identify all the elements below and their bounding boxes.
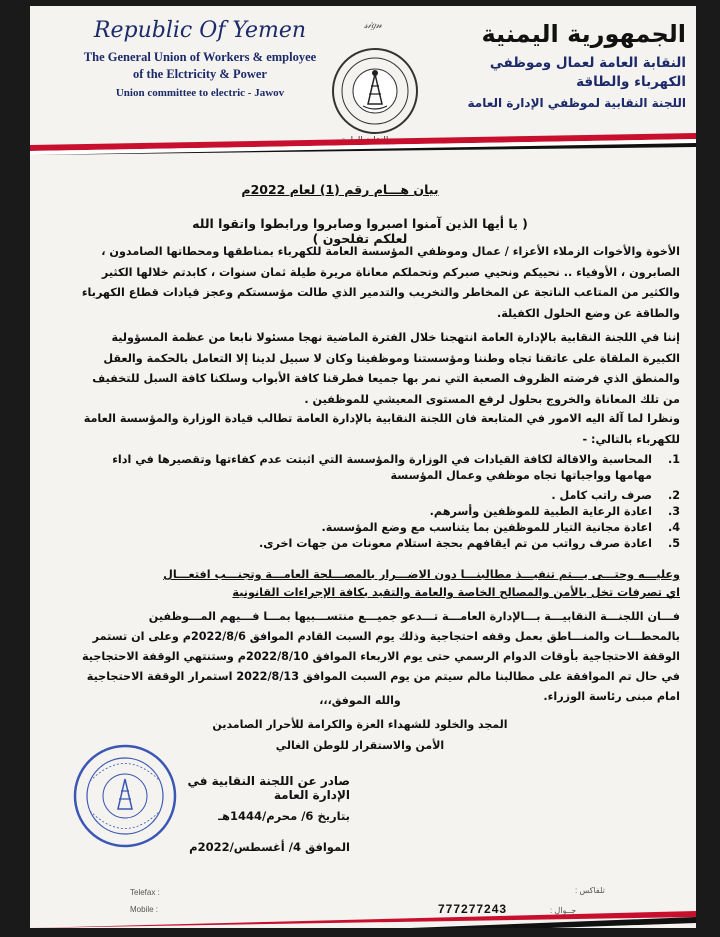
paragraph-2: إننا في اللجنة النقابية بالإدارة العامة انتهجنا خلال الفترة الماضية نهجا مسئولا نابعا من عظمة المسؤولية الكبيرة الملقاة على عاتقنا تجاه وطننا ومؤسستنا وموظفينا وكان لا سبيل لدينا إلا التعامل بالحكمة والعقل والمنطق الذي فرضته الظروف الصعبة التي نمر بها جميعا فطرقنا كافة الأبواب وسلكنا كافة السبل للتخفيف من تلك المعاناة والخروج بحلول لرفع المستوى المعيشي للموظفين . <box>92 331 680 406</box>
header-arabic <box>456 12 686 110</box>
header-english <box>60 12 340 99</box>
demand-number: 1. <box>667 453 680 466</box>
closing-line-1: والله الموفق،،، <box>319 694 401 707</box>
header-ar-committee: اللجنة النقابية لموظفي الإدارة العامة <box>467 96 686 110</box>
warning-line-1: وعليـــه وحتـــى يـــتم تنفيـــذ مطالبنـــا دون الاضـــرار بالمصـــلحة العامـــة وتجنـــب افتعـــال <box>163 568 680 581</box>
demand-item <box>80 504 680 520</box>
header-ar-union-line1: النقابة العامة لعمال وموظفي <box>489 55 686 71</box>
demand-text: اعادة مجانية التيار للموظفين بما يتناسب مع وضع المؤسسة. <box>321 521 652 534</box>
header-en-union-line2: of the Elctricity & Power <box>133 67 267 81</box>
demand-text: اعادة الرعاية الطبية للموظفين وأسرهم. <box>429 505 652 518</box>
demand-item <box>80 452 680 484</box>
telefax-label-en: Telefax : <box>130 888 160 897</box>
header-en-title: Republic Of Yemen <box>93 18 307 43</box>
closing-line-2: المجد والخلود للشهداء العزة والكرامة للأحرار الصامدين <box>212 718 508 731</box>
demands-list <box>80 452 680 552</box>
call-paragraph: فـــان اللجنـــة النقابيـــة بـــالإدارة العامـــة تـــدعو جميـــع منتســـبيها بمـــا فـــيهم المـــوظفين بالمحطـــات والمنـــاطق بعمل وقفه احتجاجية وذلك يوم السبت القادم الموافق 2022/8/6م وعلى ان تستمر الوقفة الاحتجاجية بأوقات الدوام الرسمي حتى يوم الاربعاء الموافق 2022/8/10م وستنتهي الوقفة الاحتجاجية في حال تم الموافقة على مطالبنا مالم سيتم من يوم السبت الموافق 2022/8/13 استمرار الوقفة الاحتجاجية امام مبنى رئاسة الوزراء. <box>82 610 680 703</box>
mobile-label-ar: جــوال : <box>550 906 577 915</box>
header-ar-union-line2: الكهرباء والطاقة <box>576 74 686 90</box>
union-seal-logo <box>330 46 420 136</box>
header-en-committee: Union committee to electric - Jawov <box>115 87 285 99</box>
demand-item <box>80 520 680 536</box>
closing-line-3: الأمن والاستقرار للوطن الغالي <box>275 739 445 752</box>
header-ar-title: الجمهورية اليمنية <box>481 20 686 48</box>
paragraph-1: الأخوة والأخوات الزملاء الأعزاء / عمال وموظفي المؤسسة العامة للكهرباء بمناطقها ومحطاتها الصامدون ، الصابرون ، الأوفياء .. نحييكم ونحيي صبركم وتحملكم معاناة مريرة طيلة ثمان سنوات ، كابدتم خلالها الكثير والكثير من المتاعب الناتجة عن المخاطر والتخريب والتدمير الذي طالت مؤسستكم وعجز قيادات قطاع الكهرباء والطاقة عن وضع الحلول الكفيلة. <box>81 245 680 320</box>
flag-stripe <box>30 131 696 155</box>
demand-number: 3. <box>667 505 680 518</box>
header-ar-union <box>456 54 686 92</box>
warning-line-2: اي تصرفات تخل بالأمن والمصالح الخاصة والعامة والتقيد بكافة الإجراءات القانونية <box>232 586 680 599</box>
demand-number: 4. <box>667 521 680 534</box>
demand-item <box>80 536 680 552</box>
telefax-label-ar: تلفاكس : <box>575 886 605 895</box>
seal-signature-mark: 𝓈𝒾𝑔𝓃 <box>364 20 382 31</box>
hijri-date: بتاريخ 6/ محرم/1444هـ <box>218 809 350 823</box>
header-en-union-line1: The General Union of Workers & employee <box>83 50 317 64</box>
demand-item <box>80 488 680 504</box>
demand-text: المحاسبة والاقالة لكافة القيادات في الوزارة والمؤسسة التي اثبتت عدم كفاءتها وتقصيرها في اداء مهامها وواجباتها تجاه موظفي وعمال المؤسسة <box>112 453 652 482</box>
gregorian-date: الموافق 4/ أغسطس/2022م <box>189 840 350 854</box>
mobile-label-en: Mobile : <box>130 905 159 914</box>
phone-number: 777277243 <box>438 902 508 916</box>
statement-title: بيان هـــام رقم (1) لعام 2022م <box>241 182 439 197</box>
paragraph-3: ونظرا لما آلة اليه الامور في المتابعة فان اللجنة النقابية بالإدارة العامة تطالب قيادة الوزارة والمؤسسة العامة للكهرباء بالتالي: - <box>83 412 680 446</box>
demand-number: 5. <box>667 537 680 550</box>
document-page <box>30 6 696 928</box>
demand-text: صرف راتب كامل . <box>551 489 652 502</box>
issuer-line: صادر عن اللجنة النقابية في الإدارة العامة <box>187 774 350 802</box>
header-en-union <box>60 49 340 83</box>
demand-text: اعادة صرف رواتب من تم ايقافهم بحجة استلام معونات من جهات اخرى. <box>259 537 652 550</box>
demand-number: 2. <box>667 489 680 502</box>
quran-verse: ( يا أيها الذين آمنوا اصبروا وصابروا ورابطوا واتقوا الله لعلكم تفلحون ) <box>192 216 528 246</box>
